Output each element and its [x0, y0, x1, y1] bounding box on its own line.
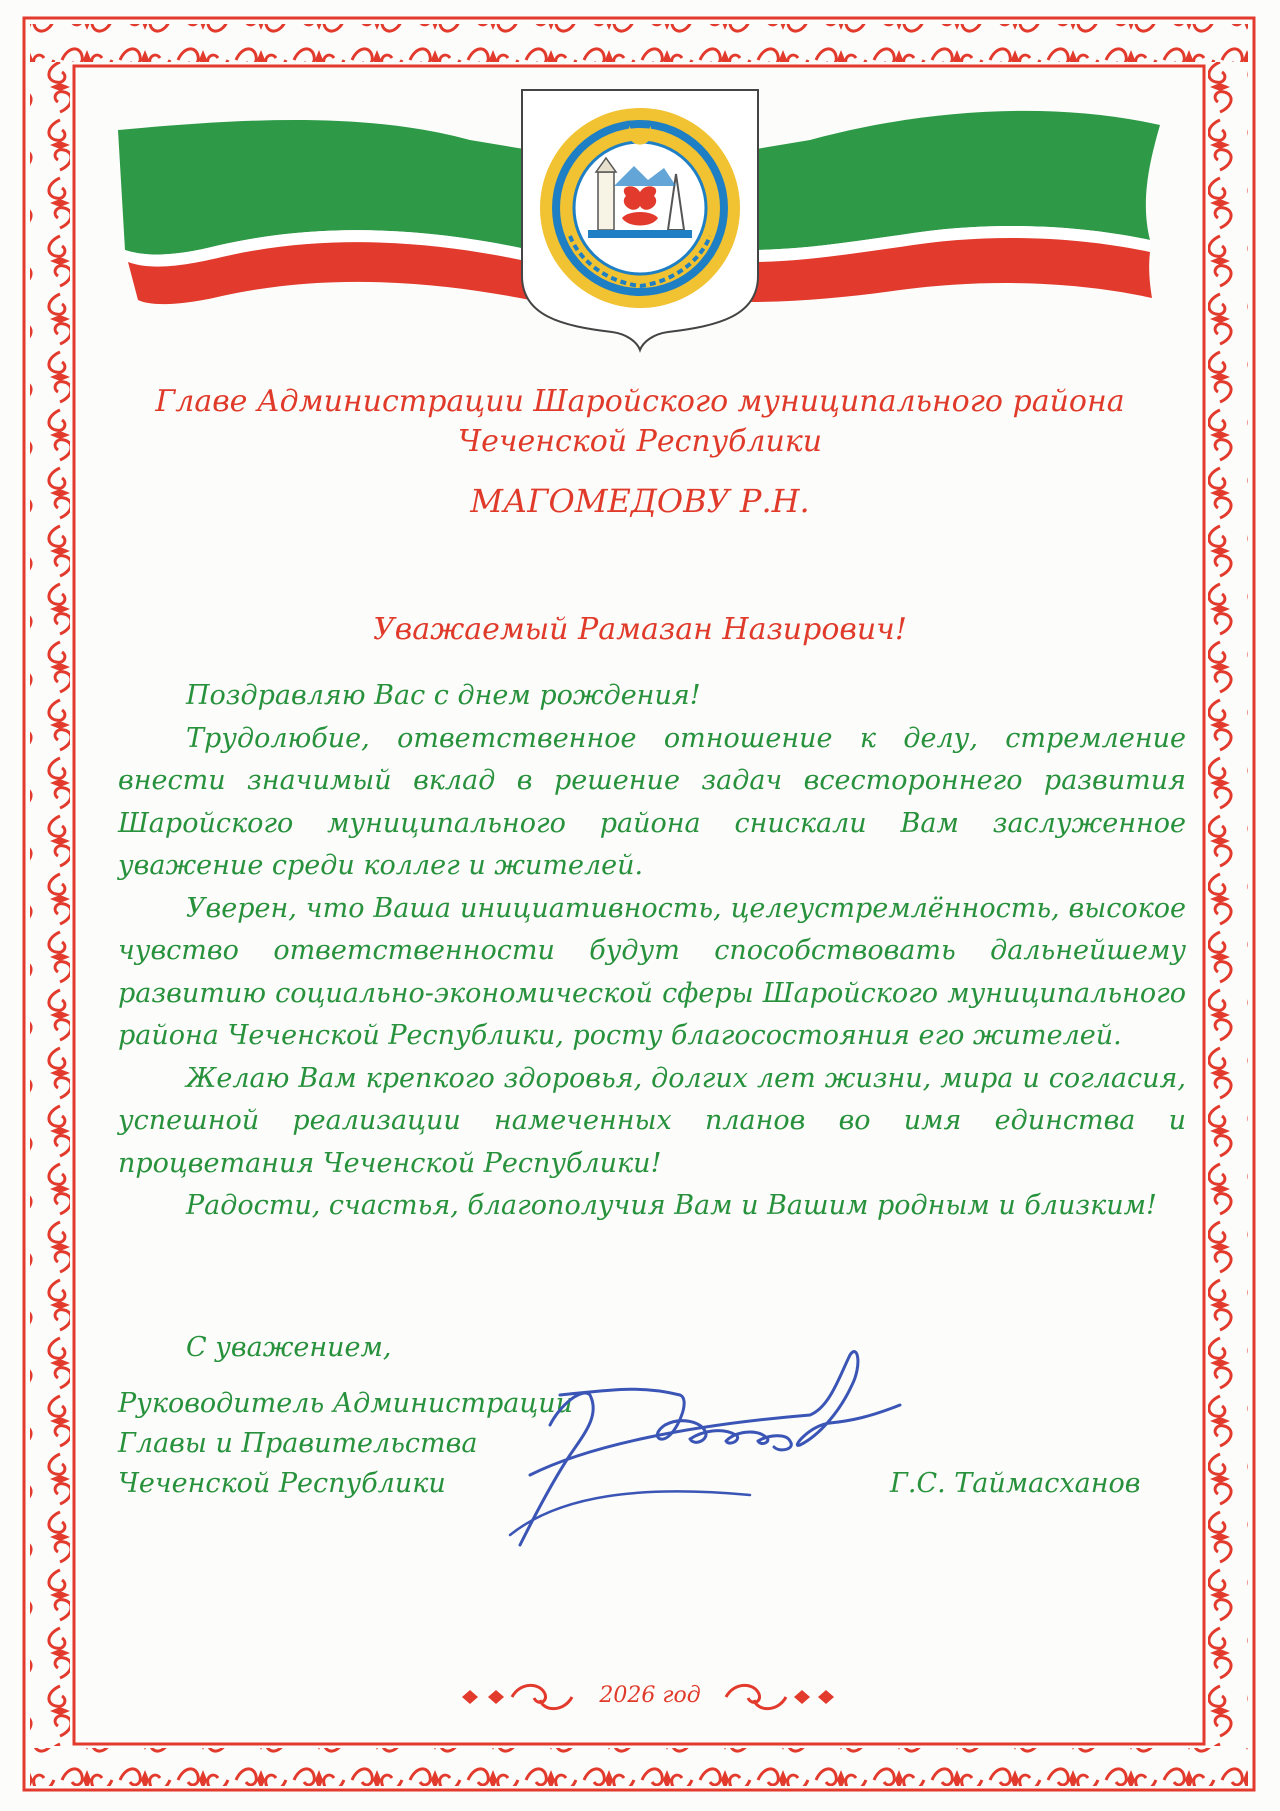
addressee-line-2: Чеченской Республики	[457, 424, 823, 459]
signatory-title-line-1: Руководитель Администрации	[118, 1388, 573, 1419]
footer-year: 2026 год	[599, 1683, 701, 1708]
body-paragraph: Поздравляю Вас с днем рождения!	[186, 680, 701, 711]
body-paragraph: Желаю Вам крепкого здоровья, долгих лет жизни, мира и согласия, успешной реализации намеченных планов во имя единства и процветания Чеченской Республики!	[118, 1062, 1186, 1179]
addressee-line-1: Главе Администрации Шаройского муниципального района	[155, 384, 1125, 419]
body-paragraph: Уверен, что Ваша инициативность, целеустремлённость, высокое чувство ответственности будут способствовать дальнейшему развитию социально-экономической сферы Шаройского муниципального района Чеченской Республики, росту благосостояния его жителей.	[118, 892, 1186, 1051]
signatory-title-line-3: Чеченской Республики	[118, 1468, 446, 1499]
body-paragraph: Радости, счастья, благополучия Вам и Вашим родным и близким!	[186, 1190, 1157, 1221]
body-paragraph: Трудолюбие, ответственное отношение к делу, стремление внести значимый вклад в решение задач всестороннего развития Шаройского муниципального района снискали Вам заслуженное уважение среди коллег и жителей.	[118, 722, 1186, 881]
signatory-title-line-2: Главы и Правительства	[118, 1428, 478, 1459]
closing: С уважением,	[186, 1332, 392, 1363]
greeting: Уважаемый Рамазан Назирович!	[373, 612, 907, 647]
addressee-name: МАГОМЕДОВУ Р.Н.	[470, 482, 810, 520]
signatory-name: Г.С. Таймасханов	[890, 1468, 1141, 1499]
